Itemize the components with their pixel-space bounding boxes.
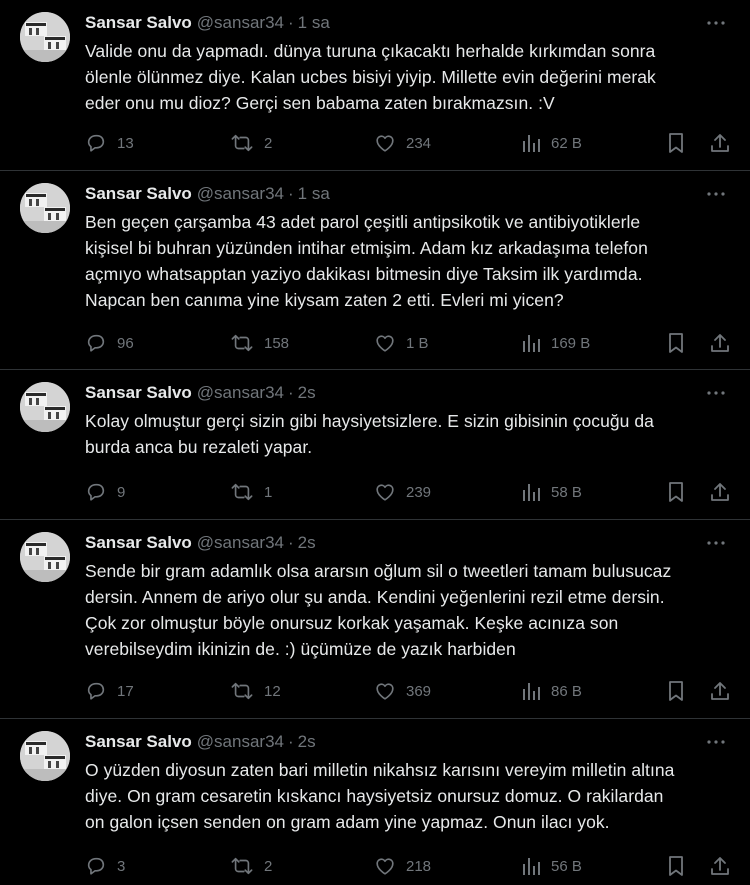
action-bar (85, 331, 734, 355)
bookmark-icon (666, 481, 686, 503)
share-icon (709, 481, 731, 503)
reply-icon (85, 332, 107, 354)
retweet-icon (230, 481, 254, 503)
author-name[interactable]: Sansar Salvo (85, 13, 192, 32)
tweet-header (85, 382, 734, 404)
more-icon[interactable] (702, 532, 730, 554)
tweet[interactable] (0, 719, 750, 885)
author-name[interactable]: Sansar Salvo (85, 184, 192, 203)
tweet-header (85, 183, 734, 205)
tweet-header (85, 731, 734, 753)
like-button[interactable] (374, 331, 429, 355)
views-icon (521, 855, 541, 877)
retweet-button[interactable] (230, 331, 289, 355)
author-handle[interactable]: @sansar34 (196, 383, 284, 402)
share-button[interactable] (709, 679, 731, 703)
tweet-text: O yüzden diyosun zaten bari milletin nikahsız karısını vereyim milletin altına diye. On gram cesaretin kıskancı haysiyetsiz onursuz domuz. O rakilardan on galon içsen senden on gram adam yine yapmaz. Onun ilacı yok. (85, 760, 675, 832)
tweet-body (85, 12, 734, 116)
author-handle[interactable]: @sansar34 (196, 13, 284, 32)
avatar[interactable] (20, 12, 70, 62)
more-icon[interactable] (702, 382, 730, 404)
views-count: 62 B (551, 134, 582, 152)
reply-button[interactable] (85, 131, 134, 155)
reply-button[interactable] (85, 679, 134, 703)
author-name[interactable]: Sansar Salvo (85, 383, 192, 402)
retweet-button[interactable] (230, 131, 272, 155)
author-handle[interactable]: @sansar34 (196, 533, 284, 552)
tweet-text: Valide onu da yapmadı. dünya turuna çıkacaktı herhalde kırkımdan sonra ölenle ölünmez diye. Kalan ucbes bisiyi yiyip. Millette evin değerini merak eder onu mu dioz? Gerçi sen babama zaten bırakmazsın. :V (85, 41, 656, 113)
retweet-button[interactable] (230, 480, 272, 504)
tweet[interactable] (0, 520, 750, 719)
heart-icon (374, 332, 396, 354)
like-button[interactable] (374, 854, 431, 878)
retweet-button[interactable] (230, 854, 272, 878)
bookmark-button[interactable] (666, 331, 686, 355)
tweet-body (85, 532, 734, 662)
share-icon (709, 855, 731, 877)
like-count: 218 (406, 857, 432, 875)
separator-dot: · (287, 533, 294, 552)
like-count: 1 B (406, 334, 429, 352)
tweet-body (85, 382, 734, 460)
like-count: 234 (406, 134, 432, 152)
views-count: 58 B (551, 483, 582, 501)
retweet-count: 2 (264, 857, 273, 875)
retweet-icon (230, 680, 254, 702)
avatar[interactable] (20, 532, 70, 582)
reply-icon (85, 855, 107, 877)
reply-count: 9 (117, 483, 126, 501)
tweet-header (85, 12, 734, 34)
bookmark-button[interactable] (666, 480, 686, 504)
bookmark-button[interactable] (666, 854, 686, 878)
timestamp[interactable]: 2s (297, 732, 316, 751)
heart-icon (374, 481, 396, 503)
bookmark-button[interactable] (666, 679, 686, 703)
reply-count: 13 (117, 134, 134, 152)
more-icon[interactable] (702, 12, 730, 34)
tweet-text: Ben geçen çarşamba 43 adet parol çeşitli antipsikotik ve antibiyotiklerle kişisel bi buhran yüzünden intihar etmişim. Adam kız arkadaşıma telefon açmıyo whatsapptan yaziyo dakikası bitmesin diye Taksim ilk yardımda. Napcan ben canıma yine kiysam zaten 2 etti. Evleri mi yicen? (85, 212, 648, 310)
share-icon (709, 332, 731, 354)
separator-dot: · (287, 383, 294, 402)
reply-icon (85, 481, 107, 503)
action-bar (85, 679, 734, 703)
reply-icon (85, 132, 107, 154)
share-icon (709, 132, 731, 154)
timestamp[interactable]: 1 sa (297, 184, 330, 203)
reply-icon (85, 680, 107, 702)
share-icon (709, 680, 731, 702)
action-bar (85, 131, 734, 155)
retweet-count: 12 (264, 682, 281, 700)
tweet-header (85, 532, 734, 554)
views-count: 169 B (551, 334, 591, 352)
bookmark-icon (666, 855, 686, 877)
like-button[interactable] (374, 480, 431, 504)
views-icon (521, 481, 541, 503)
reply-count: 3 (117, 857, 126, 875)
views-button[interactable] (521, 854, 582, 878)
views-button[interactable] (521, 331, 590, 355)
share-button[interactable] (709, 854, 731, 878)
retweet-icon (230, 332, 254, 354)
views-button[interactable] (521, 480, 582, 504)
tweet[interactable] (0, 171, 750, 370)
like-count: 369 (406, 682, 432, 700)
author-name[interactable]: Sansar Salvo (85, 533, 192, 552)
bookmark-icon (666, 132, 686, 154)
views-button[interactable] (521, 679, 582, 703)
tweet-body (85, 731, 734, 835)
tweet-text: Kolay olmuştur gerçi sizin gibi haysiyetsizlere. E sizin gibisinin çocuğu da burda anca bu rezaleti yapar. (85, 411, 654, 457)
author-handle[interactable]: @sansar34 (196, 184, 284, 203)
timestamp[interactable]: 1 sa (297, 13, 330, 32)
reply-button[interactable] (85, 480, 125, 504)
separator-dot: · (287, 184, 294, 203)
avatar[interactable] (20, 183, 70, 233)
avatar[interactable] (20, 731, 70, 781)
author-handle[interactable]: @sansar34 (196, 732, 284, 751)
reply-button[interactable] (85, 331, 134, 355)
tweet[interactable] (0, 0, 750, 171)
bookmark-button[interactable] (666, 131, 686, 155)
share-button[interactable] (709, 480, 731, 504)
timestamp[interactable]: 2s (297, 533, 316, 552)
heart-icon (374, 132, 396, 154)
retweet-count: 2 (264, 134, 273, 152)
separator-dot: · (287, 732, 294, 751)
reply-button[interactable] (85, 854, 125, 878)
views-button[interactable] (521, 131, 582, 155)
more-icon[interactable] (702, 731, 730, 753)
retweet-button[interactable] (230, 679, 281, 703)
like-count: 239 (406, 483, 432, 501)
retweet-icon (230, 132, 254, 154)
bookmark-icon (666, 680, 686, 702)
reply-count: 96 (117, 334, 134, 352)
tweet[interactable] (0, 370, 750, 520)
reply-count: 17 (117, 682, 134, 700)
action-bar (85, 854, 734, 878)
avatar[interactable] (20, 382, 70, 432)
more-icon[interactable] (702, 183, 730, 205)
tweet-text: Sende bir gram adamlık olsa ararsın oğlum sil o tweetleri tamam bulusucaz dersin. Annem de ariyo olur şu anda. Kendini yeğenlerini rezil etme dersin. Çok zor olmuştur böyle onursuz korkak yaşamak. Keşke acınıza son verebilseydim ikinizin de. :) üçümüze de yazık harbiden (85, 561, 672, 659)
retweet-count: 1 (264, 483, 273, 501)
retweet-icon (230, 855, 254, 877)
bookmark-icon (666, 332, 686, 354)
heart-icon (374, 680, 396, 702)
views-count: 56 B (551, 857, 582, 875)
share-button[interactable] (709, 131, 731, 155)
author-name[interactable]: Sansar Salvo (85, 732, 192, 751)
separator-dot: · (287, 13, 294, 32)
retweet-count: 158 (264, 334, 290, 352)
views-icon (521, 680, 541, 702)
timestamp[interactable]: 2s (297, 383, 316, 402)
views-icon (521, 332, 541, 354)
views-count: 86 B (551, 682, 582, 700)
like-button[interactable] (374, 679, 431, 703)
heart-icon (374, 855, 396, 877)
like-button[interactable] (374, 131, 431, 155)
tweet-body (85, 183, 734, 313)
share-button[interactable] (709, 331, 731, 355)
views-icon (521, 132, 541, 154)
action-bar (85, 480, 734, 504)
